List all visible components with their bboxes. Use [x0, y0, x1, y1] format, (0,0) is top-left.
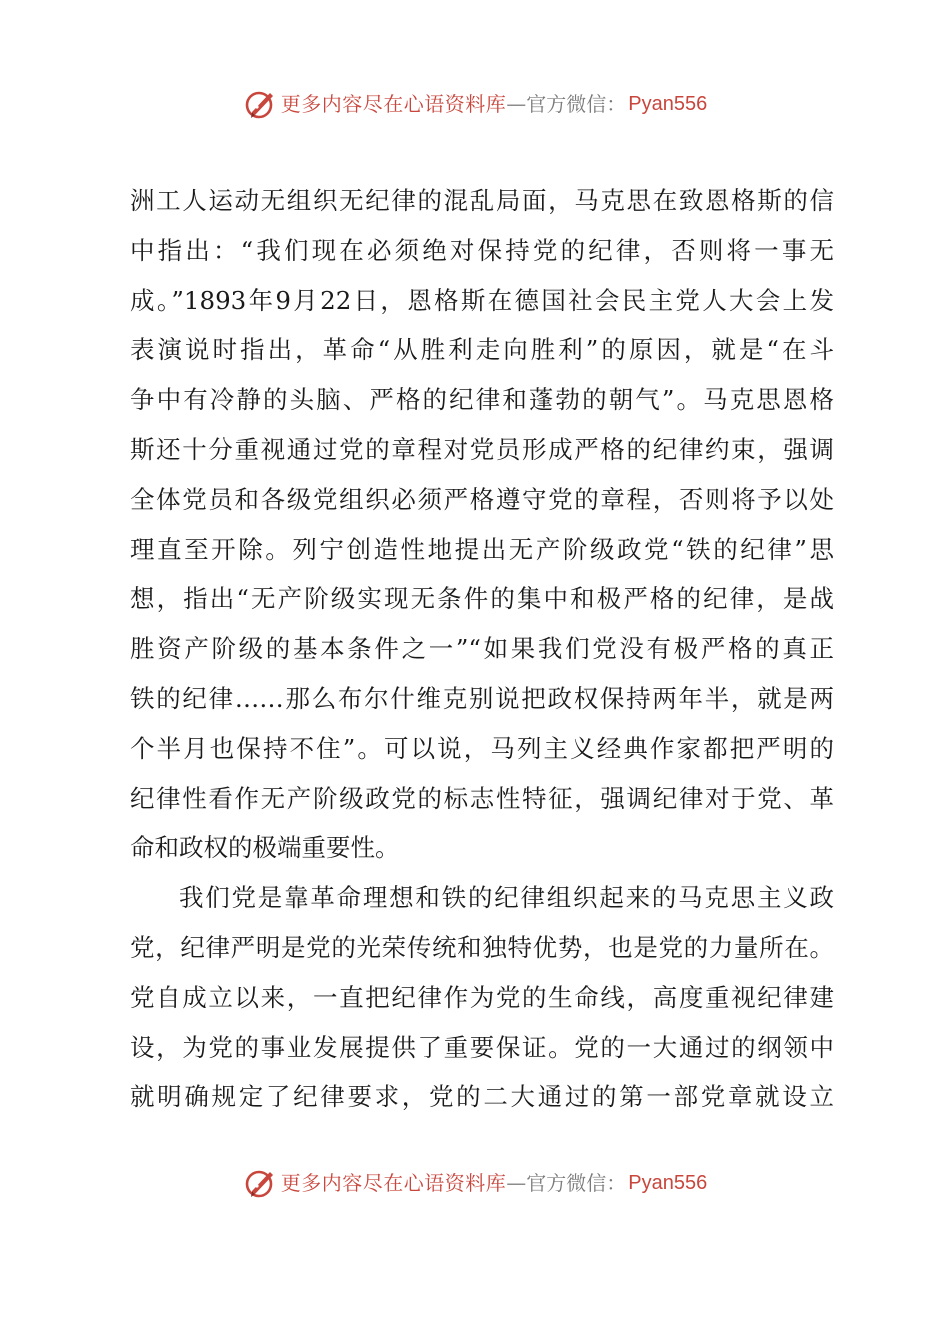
- text-line: 党，纪律严明是党的光荣传统和独特优势，也是党的力量所在。: [130, 932, 834, 962]
- text-line: 命和政权的极端重要性。: [130, 833, 400, 863]
- text-line: 表演说时指出，革命“从胜利走向胜利”的原因，就是“在斗: [130, 335, 834, 365]
- footer-watermark-banner: [0, 1163, 950, 1203]
- text-line: 铁的纪律……那么布尔什维克别说把政权保持两年半，就是两: [130, 683, 834, 713]
- text-line: 设，为党的事业发展提供了重要保证。党的一大通过的纲领中: [130, 1032, 834, 1062]
- text-line: 党自成立以来，一直把纪律作为党的生命线，高度重视纪律建: [130, 982, 834, 1012]
- quill-pen-circle-logo-icon: [243, 87, 277, 121]
- text-line: 成。”1893年9月22日，恩格斯在德国社会民主党人大会上发: [130, 285, 834, 315]
- banner-wechat-label: 官方微信：: [526, 1171, 627, 1195]
- text-line: 个半月也保持不住”。可以说，马列主义经典作家都把严明的: [130, 733, 834, 763]
- header-watermark-banner: [0, 84, 950, 124]
- banner-dash: —: [506, 92, 527, 116]
- text-line: 想，指出“无产阶级实现无条件的集中和极严格的纪律，是战: [130, 584, 834, 614]
- text-line: 争中有冷静的头脑、严格的纪律和蓬勃的朝气”。马克思恩格: [130, 385, 834, 415]
- banner-site-text: 更多内容尽在心语资料库: [280, 92, 507, 116]
- text-line: 洲工人运动无组织无纪律的混乱局面，马克思在致恩格斯的信: [130, 186, 834, 215]
- document-body: [130, 176, 834, 1122]
- text-line: 纪律性看作无产阶级政党的标志性特征，强调纪律对于党、革: [130, 783, 834, 813]
- text-line: 我们党是靠革命理想和铁的纪律组织起来的马克思主义政: [179, 883, 834, 913]
- text-line: 全体党员和各级党组织必须严格遵守党的章程，否则将予以处: [130, 484, 834, 514]
- banner-wechat-id: Pyan556: [628, 93, 708, 115]
- banner-wechat-label: 官方微信：: [526, 92, 627, 116]
- paragraph-1: [130, 176, 834, 873]
- text-line: 理直至开除。列宁创造性地提出无产阶级政党“铁的纪律”思: [130, 534, 834, 564]
- text-line: 斯还十分重视通过党的章程对党员形成严格的纪律约束，强调: [130, 434, 834, 464]
- banner-dash: —: [506, 1171, 527, 1195]
- text-line: 就明确规定了纪律要求，党的二大通过的第一部党章就设立: [130, 1082, 834, 1112]
- text-line: 胜资产阶级的基本条件之一”“如果我们党没有极严格的真正: [130, 634, 834, 664]
- banner-site-text: 更多内容尽在心语资料库: [280, 1171, 507, 1195]
- banner-wechat-id: Pyan556: [628, 1172, 708, 1194]
- quill-pen-circle-logo-icon: [243, 1166, 277, 1200]
- paragraph-2: [130, 873, 834, 1122]
- text-line: 中指出：“我们现在必须绝对保持党的纪律，否则将一事无: [130, 235, 834, 265]
